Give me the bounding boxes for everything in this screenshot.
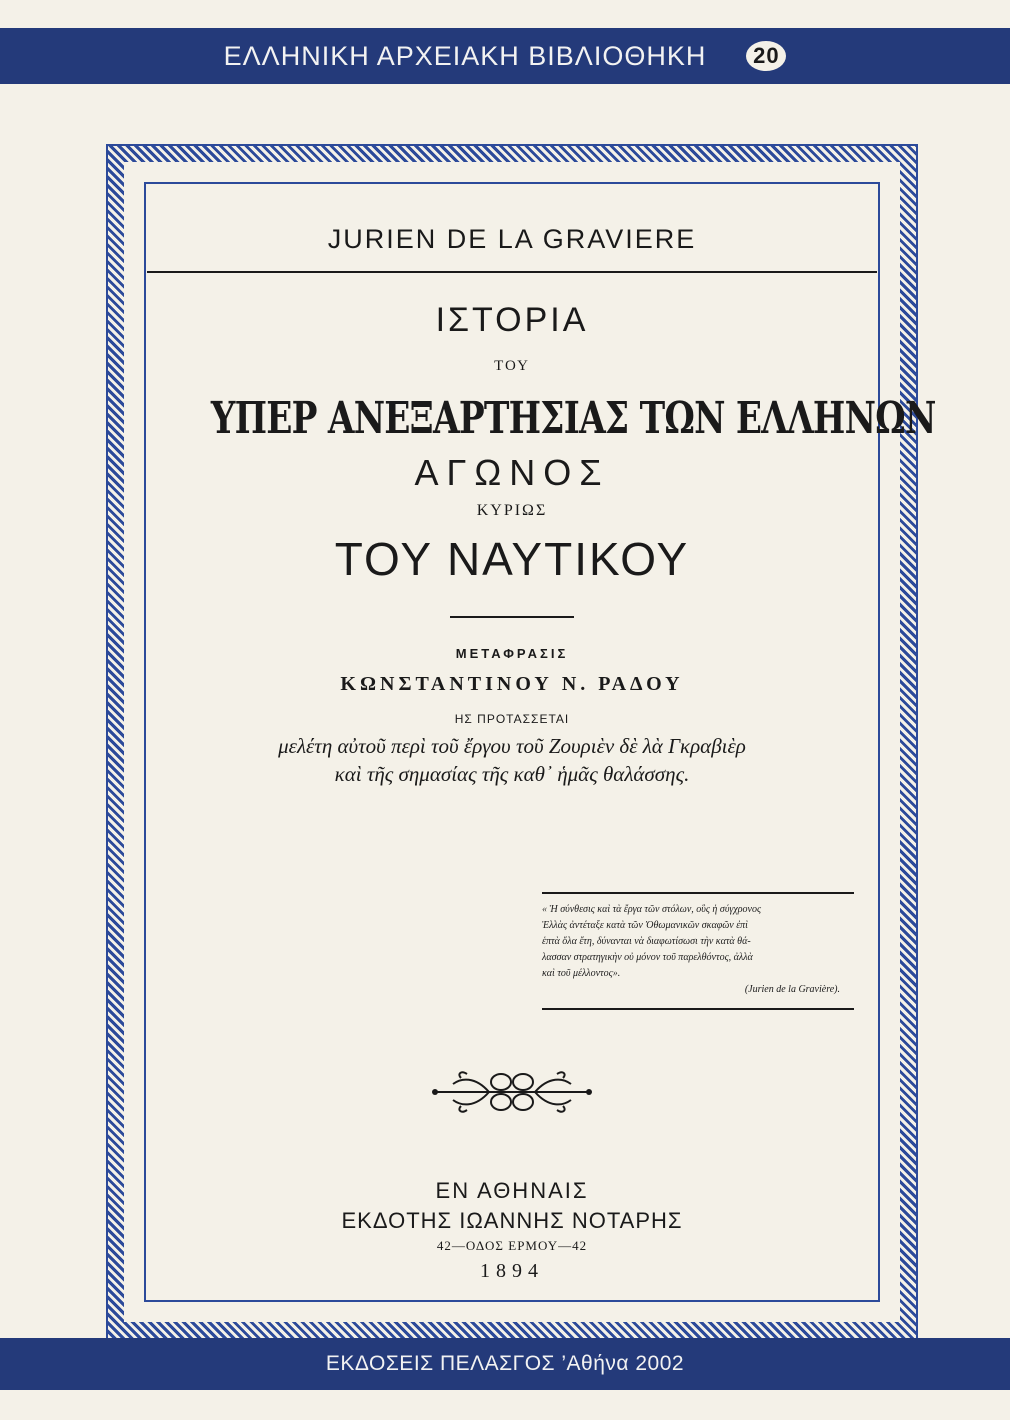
author-rule — [147, 271, 877, 273]
preface-text — [126, 732, 898, 788]
author-name: JURIEN DE LA GRAVIERE — [327, 224, 697, 254]
imprint — [126, 1178, 898, 1283]
quote-attribution: (Jurien de la Gravière). — [744, 984, 840, 995]
title-agonos: ΑΓΩΝΟΣ — [414, 452, 610, 493]
imprint-place: ΕΝ ΑΘΗΝΑΙΣ — [435, 1178, 589, 1203]
ornament-icon — [431, 1068, 593, 1116]
preface-line: καὶ τῆς σημασίας τῆς καθ᾽ ἡμᾶς θαλάσσης. — [334, 762, 690, 786]
publisher-text: ΕΚΔΟΣΕΙΣ ΠΕΛΑΣΓΟΣ ’Αθήνα 2002 — [325, 1352, 685, 1375]
series-title: ΕΛΛΗΝΙΚΗ ΑΡΧΕΙΑΚΗ ΒΙΒΛΙΟΘΗΚΗ — [223, 40, 707, 71]
imprint-address: 42—ΟΔΟΣ ΕΡΜΟΥ—42 — [436, 1238, 588, 1253]
epigraph-quote — [542, 892, 854, 1010]
translation-label: ΜΕΤΑΦΡΑΣΙΣ — [455, 646, 569, 661]
title-tou: ΤΟΥ — [494, 358, 530, 374]
publisher-banner — [0, 1338, 1010, 1390]
quote-line: λασσαν στρατηγικὴν οὐ μόνον τοῦ παρελθόντος, ἀλλὰ — [542, 952, 753, 963]
title-kyrios: ΚΥΡΙΩΣ — [476, 502, 548, 519]
series-banner — [0, 28, 1010, 84]
quote-line: « Ἡ σύνθεσις καὶ τὰ ἔργα τῶν στόλων, οὓς ἡ σύγχρονος — [542, 904, 762, 915]
title-istoria: ΙΣΤΟΡΙΑ — [435, 301, 589, 339]
imprint-year: 1894 — [480, 1260, 544, 1282]
section-divider — [450, 616, 574, 618]
main-title: ΥΠΕΡ ΑΝΕΞΑΡΤΗΣΙΑΣ ΤΩΝ ΕΛΛΗΝΩΝ — [210, 393, 936, 444]
quote-line: ἑπτὰ ὅλα ἔτη, δύνανται νὰ διαφωτίσωσι τὴν κατὰ θά- — [542, 936, 751, 947]
title-page — [126, 164, 936, 1282]
quote-line: Ἑλλὰς ἀντέταξε κατὰ τῶν Ὀθωμανικῶν σκαφῶν ἐπὶ — [542, 920, 748, 931]
translator-name: ΚΩΝΣΤΑΝΤΙΝΟΥ Ν. ΡΑΔΟΥ — [340, 673, 684, 695]
preface-label: ΗΣ ΠΡΟΤΑΣΣΕΤΑΙ — [454, 712, 570, 726]
quote-line: καὶ τοῦ μέλλοντος». — [542, 968, 621, 979]
title-naval: ΤΟΥ ΝΑΥΤΙΚΟΥ — [334, 533, 690, 585]
preface-line: μελέτη αὐτοῦ περὶ τοῦ ἔργου τοῦ Ζουριὲν δὲ λὰ Γκραβιὲρ — [278, 734, 746, 758]
imprint-publisher: ΕΚΔΟΤΗΣ ΙΩΑΝΝΗΣ ΝΟΤΑΡΗΣ — [341, 1208, 683, 1233]
series-number-badge: 20 — [746, 41, 786, 71]
